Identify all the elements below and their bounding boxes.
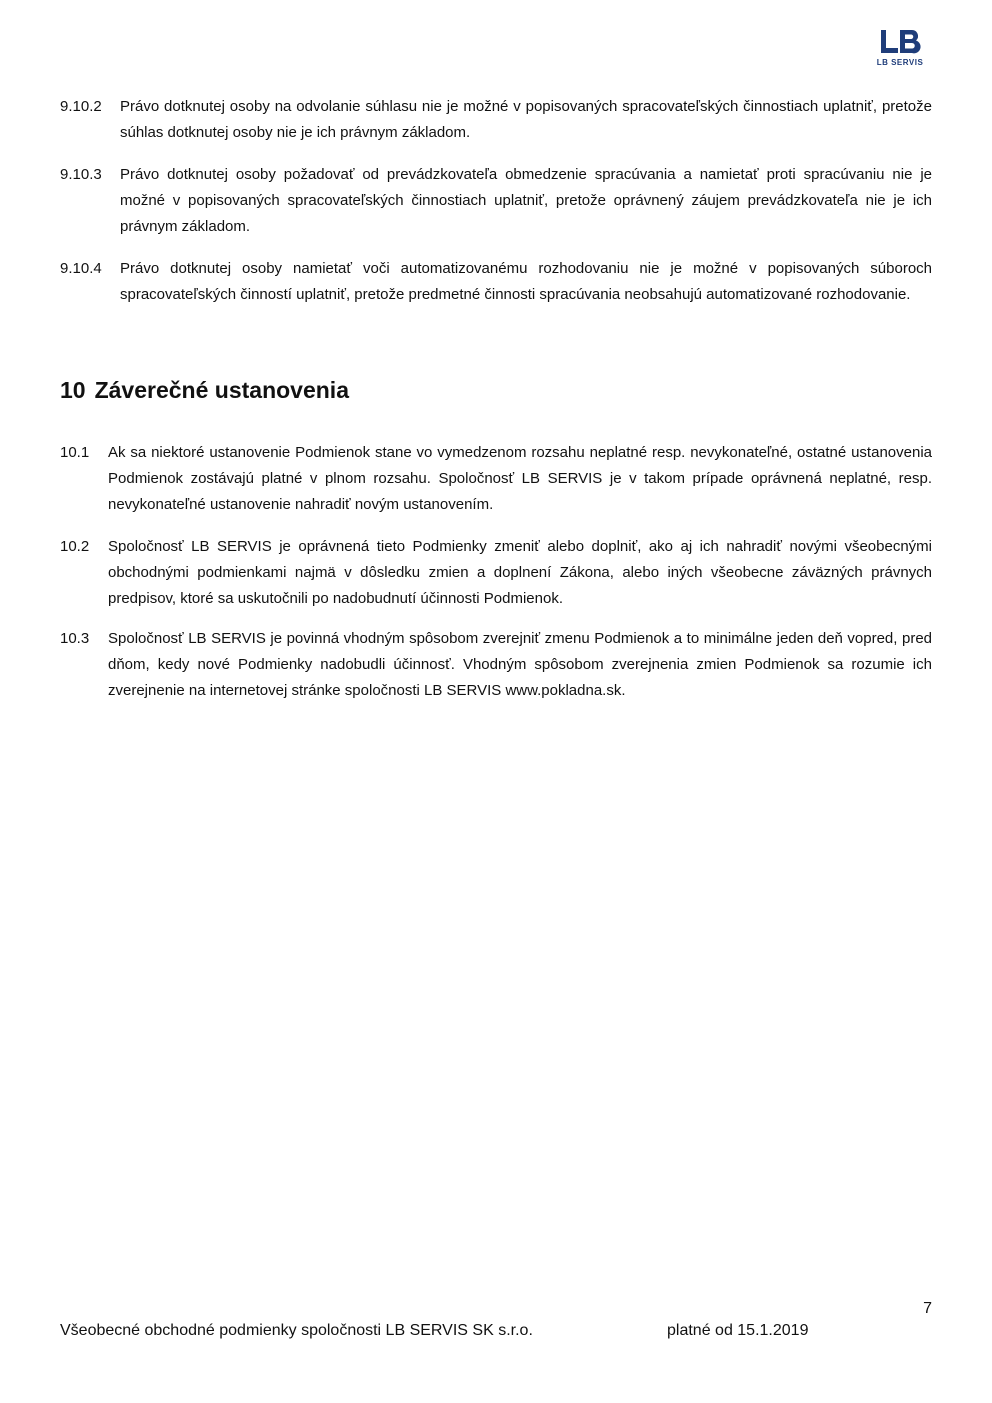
heading-title: Záverečné ustanovenia (94, 377, 349, 403)
section-9-10-3 (60, 162, 932, 240)
clause-number: 10.1 (60, 444, 90, 461)
section-text: Právo dotknutej osoby požadovať od prevádzkovateľa obmedzenie spracúvania a namietať proti spracúvaniu nie je možné v popisovaných spracovateľských činnostiach uplatniť, pretože oprávnený záujem prevádzkovateľa nie je ich právnym základom. (120, 166, 932, 235)
section-number: 9.10.3 (60, 166, 102, 183)
footer-document-title: Všeobecné obchodné podmienky spoločnosti LB SERVIS SK s.r.o. (60, 1322, 533, 1339)
page-number: 7 (923, 1300, 932, 1317)
clause-10-3 (60, 626, 932, 704)
clause-number: 10.3 (60, 630, 90, 647)
clause-text: Ak sa niektoré ustanovenie Podmienok stane vo vymedzenom rozsahu neplatné resp. nevykonateľné, ostatné ustanovenia Podmienok zostávajú platné v plnom rozsahu. Spoločnosť LB SERVIS je v takom prípade oprávnená neplatné, resp. nevykonateľné ustanovenie nahradiť novým ustanovením. (108, 444, 932, 513)
clause-number: 10.2 (60, 538, 90, 555)
lb-logo-icon (868, 28, 932, 58)
footer-valid-date: platné od 15.1.2019 (667, 1322, 809, 1339)
section-number: 9.10.2 (60, 98, 102, 115)
clause-10-1 (60, 440, 932, 518)
section-text: Právo dotknutej osoby namietať voči automatizovanému rozhodovaniu nie je možné v popisovaných súboroch spracovateľských činností uplatniť, pretože predmetné činnosti spracúvania neobsahujú automatizované rozhodovanie. (120, 260, 932, 303)
clause-text: Spoločnosť LB SERVIS je povinná vhodným spôsobom zverejniť zmenu Podmienok a to minimálne jeden deň vopred, pred dňom, kedy nové Podmienky nadobudli účinnosť. Vhodným spôsobom zverejnenia zmien Podmienok sa rozumie ich zverejnenie na internetovej stránke spoločnosti LB SERVIS www.pokladna.sk. (108, 630, 932, 699)
company-logo (868, 28, 932, 70)
heading-number: 10 (60, 377, 86, 403)
section-9-10-4 (60, 256, 932, 308)
section-heading (60, 374, 349, 406)
section-text: Právo dotknutej osoby na odvolanie súhlasu nie je možné v popisovaných spracovateľských činnostiach uplatniť, pretože súhlas dotknutej osoby nie je ich právnym základom. (120, 98, 932, 141)
logo-text: LB SERVIS (876, 58, 924, 67)
section-number: 9.10.4 (60, 260, 102, 277)
section-9-10-2 (60, 94, 932, 146)
clause-10-2 (60, 534, 932, 612)
clause-text: Spoločnosť LB SERVIS je oprávnená tieto Podmienky zmeniť alebo doplniť, ako aj ich nahradiť novými všeobecnými obchodnými podmienkami najmä v dôsledku zmien a doplnení Zákona, alebo iných všeobecne záväzných právnych predpisov, ktoré sa uskutočnili po nadobudnutí účinnosti Podmienok. (108, 538, 932, 607)
